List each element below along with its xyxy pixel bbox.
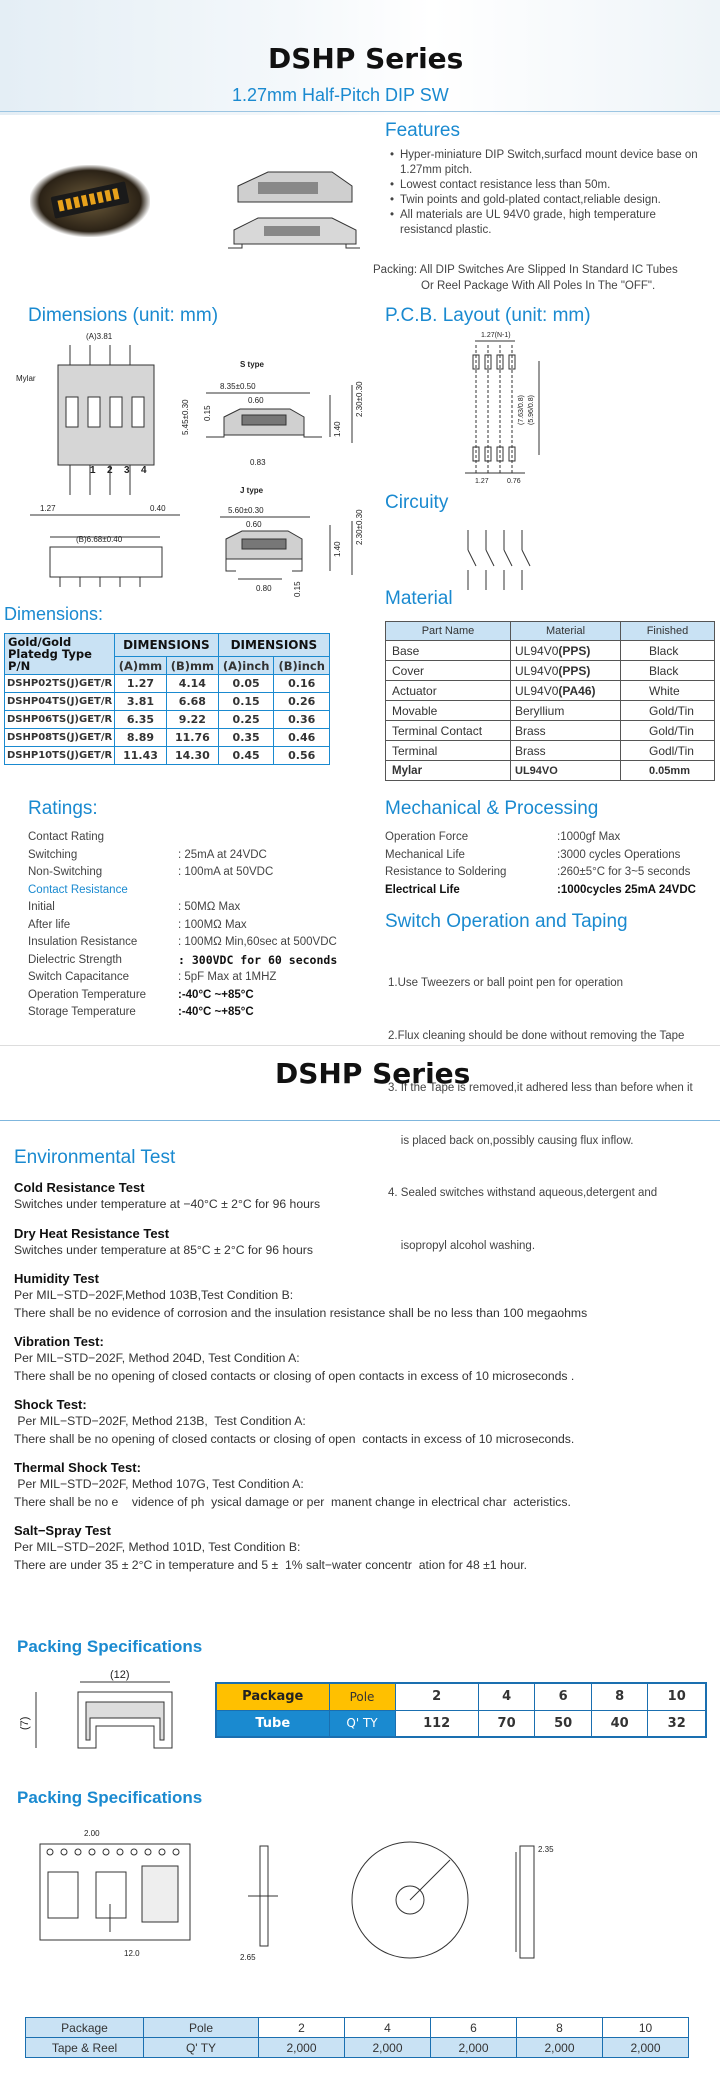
test-line: Switches under temperature at 85°C ± 2°C for 96 hours (14, 1242, 313, 1257)
pin-4: 4 (141, 465, 147, 476)
dim-s835: 8.35±0.50 (220, 382, 256, 391)
switch-op-item: isopropyl alcohol washing. (388, 1239, 536, 1252)
dim-s140: 1.40 (333, 421, 342, 437)
feature-item: • All materials are UL 94V0 grade, high temperature resistancd plastic. (390, 208, 708, 238)
test-line: There are under 35 ± 2°C in temperature and 5 ± 1% salt−water concentr ation for 48 ±1 hour. (14, 1557, 528, 1572)
test-line: There shall be no evidence of corrosion and the insulation resistance shall be no less than 100 megaohms (14, 1305, 588, 1320)
test-name: Thermal Shock Test: (14, 1460, 141, 1475)
table-row: DSHP04TS(J)GET/R 3.81 6.68 0.15 0.26 (5, 693, 330, 711)
mech-row: Electrical Life :1000cycles 25mA 24VDC (385, 883, 696, 896)
test-line: Per MIL−STD−202F, Method 213B, Test Condition A: (14, 1414, 306, 1428)
mech-row: Operation Force :1000gf Max (385, 831, 621, 843)
mech-row: Mechanical Life :3000 cycles Operations (385, 848, 681, 861)
rating-row: Non-Switching : 100mA at 50VDC (28, 866, 274, 878)
dimensions-heading: Dimensions (unit: mm) (28, 305, 219, 326)
switch-op-item: is placed back on,possibly causing flux inflow. (388, 1134, 634, 1147)
col-b-inch: (B)inch (274, 657, 330, 675)
material-table (385, 621, 715, 781)
switch-op-item: 2.Flux cleaning should be done without removing the Tape (388, 1029, 685, 1042)
test-line: There shall be no opening of closed contacts or closing of open contacts in excess of 10 microseconds . (14, 1368, 575, 1383)
switch-op-item: 1.Use Tweezers or ball point pen for operation (388, 977, 624, 989)
mechanical-list (385, 829, 715, 899)
dim-h545: 5.45±0.30 (181, 399, 190, 435)
tape-width-dim: 12.0 (124, 1949, 140, 1958)
rating-row: Insulation Resistance : 100MΩ Min,60sec at 500VDC (28, 936, 337, 948)
packing-note-2: Or Reel Package With All Poles In The "OFF". (421, 280, 656, 292)
table-row: DSHP06TS(J)GET/R 6.35 9.22 0.25 0.36 (5, 711, 330, 729)
test-line: Per MIL−STD−202F,Method 103B,Test Condition B: (14, 1288, 294, 1302)
mechanical-heading: Mechanical & Processing (385, 798, 599, 819)
dimensions-table-label: Dimensions: (4, 604, 104, 624)
test-line: There shall be no opening of closed contacts or closing of open contacts in excess of 10 microseconds. (14, 1431, 575, 1446)
header-rule (0, 111, 720, 112)
dim-h015: 0.15 (203, 405, 212, 421)
pn-header-2: Platedg Type (8, 647, 92, 661)
rating-row: Switch Capacitance : 5pF Max at 1MHZ (28, 971, 277, 983)
pcb-top-dim: 1.27(N-1) (481, 332, 511, 339)
tube-table: Package Pole 2 4 6 8 10 Tube Q' TY 112 70 50 40 32 (215, 1682, 707, 1738)
dim-a127: 1.27 (40, 504, 56, 513)
rating-row: Initial : 50MΩ Max (28, 901, 241, 913)
cross-section-drawing (228, 168, 360, 258)
reel-width-dim: 2.35 (538, 1845, 554, 1854)
environmental-tests (14, 1168, 714, 1574)
table-row: DSHP02TS(J)GET/R 1.27 4.14 0.05 0.16 (5, 675, 330, 693)
dim-s230: 2.30±0.30 (355, 381, 364, 417)
table-row: Tube Q' TY 112 70 50 40 32 (216, 1710, 706, 1737)
dim-j015: 0.15 (293, 581, 302, 597)
mylar-label: Mylar (16, 374, 36, 383)
material-col-material: Material (511, 622, 621, 641)
pin-2: 2 (107, 465, 113, 476)
mech-row: Resistance to Soldering :260±5°C for 3~5 seconds (385, 866, 691, 878)
table-row: DSHP08TS(J)GET/R 8.89 11.76 0.35 0.46 (5, 729, 330, 747)
pcb-v2: (5.96/0.8) (528, 395, 535, 425)
pn-header-1: Gold/Gold (8, 635, 72, 649)
tube-drawing (10, 1664, 190, 1759)
packing-spec-heading-2: Packing Specifications (17, 1788, 203, 1807)
packing-header-pole: Pole (329, 1683, 395, 1710)
feature-item: • Twin points and gold-plated contact,reliable design. (390, 193, 708, 208)
dim-j560: 5.60±0.30 (228, 506, 264, 515)
test-line: There shall be no e vidence of ph ysical damage or per manent change in electrical char acteristics. (14, 1494, 571, 1509)
dim-a040: 0.40 (150, 504, 166, 513)
material-col-finished: Finished (621, 622, 715, 641)
rating-row: Contact Rating (28, 831, 105, 843)
s-type-label: S type (240, 360, 265, 369)
rating-row: Switching : 25mA at 24VDC (28, 848, 267, 861)
circuity-heading: Circuity (385, 492, 449, 513)
col-b-mm: (B)mm (166, 657, 218, 675)
packing-spec-heading-1: Packing Specifications (17, 1637, 203, 1656)
table-row: Terminal Contact Brass Gold/Tin (386, 721, 715, 741)
ratings-heading: Ratings: (28, 798, 98, 819)
environmental-heading: Environmental Test (14, 1147, 176, 1168)
features-heading: Features (385, 120, 460, 141)
packing-note: Packing: All DIP Switches Are Slipped In Standard IC Tubes (373, 264, 678, 276)
tube-width-dim: (12) (110, 1669, 130, 1681)
pin-3: 3 (124, 465, 130, 476)
reel-header-package: Package (26, 2018, 144, 2038)
product-photo (30, 165, 150, 237)
pn-header-3: P/N (8, 659, 31, 673)
feature-item: • Lowest contact resistance less than 50m. (390, 178, 708, 193)
dim-j230: 2.30±0.30 (355, 509, 364, 545)
page-subtitle: 1.27mm Half-Pitch DIP SW (232, 85, 449, 105)
material-heading: Material (385, 588, 453, 609)
tape-reel-drawing (30, 1828, 570, 1968)
table-row: Movable Beryllium Gold/Tin (386, 701, 715, 721)
pcb-layout-drawing (455, 325, 565, 485)
test-name: Cold Resistance Test (14, 1180, 145, 1195)
circuity-diagram (458, 520, 548, 600)
col-a-inch: (A)inch (218, 657, 274, 675)
dimension-drawing (10, 325, 370, 600)
switch-op-item: 3. If the Tape is removed,it adhered less than before when it (388, 1082, 693, 1094)
pin-1: 1 (90, 465, 96, 476)
table-row: Terminal Brass Godl/Tin (386, 741, 715, 761)
switch-op-item: 4. Sealed switches withstand aqueous,detergent and (388, 1187, 658, 1199)
j-type-label: J type (240, 486, 264, 495)
rating-row: After life : 100MΩ Max (28, 918, 247, 931)
test-name: Dry Heat Resistance Test (14, 1225, 170, 1241)
dim-mm-header: DIMENSIONS (115, 634, 219, 657)
page2-title: DSHP Series (275, 1057, 471, 1090)
pcb-b2: 0.76 (507, 478, 521, 485)
test-name: Vibration Test: (14, 1334, 104, 1349)
dim-j140: 1.40 (333, 541, 342, 557)
rating-row: Operation Temperature :-40°C ~+85°C (28, 988, 254, 1001)
dimensions-table (4, 633, 330, 765)
ratings-list (28, 829, 368, 1022)
rating-row: Storage Temperature :-40°C ~+85°C (28, 1006, 254, 1018)
pcb-b1: 1.27 (475, 478, 489, 485)
page-divider (0, 1045, 720, 1046)
table-row: Cover UL94V0(PPS) Black (386, 661, 715, 681)
col-a-mm: (A)mm (115, 657, 167, 675)
features-list (390, 148, 708, 238)
dim-inch-header: DIMENSIONS (218, 634, 329, 657)
tape-reel-table: Package Pole 2 4 6 8 10 Tape & Reel Q' TY 2,000 2,000 2,000 2,000 2,000 (25, 2017, 689, 2058)
page2-rule (0, 1120, 720, 1121)
feature-item: • Hyper-miniature DIP Switch,surfacd mount device base on 1.27mm pitch. (390, 148, 708, 178)
tape-pitch-dim: 2.00 (84, 1829, 100, 1838)
contact-resistance-label: Contact Resistance (28, 883, 128, 896)
page-title: DSHP Series (268, 42, 464, 75)
packing-header-package: Package (216, 1683, 329, 1710)
pcb-v1: (7.63/0.8) (518, 395, 525, 425)
test-name: Shock Test: (14, 1397, 87, 1412)
table-row: Mylar UL94VO 0.05mm (386, 761, 715, 781)
test-line: Per MIL−STD−202F, Method 101D, Test Condition B: (14, 1540, 301, 1554)
dim-a381: (A)3.81 (86, 332, 113, 341)
dim-s060: 0.60 (248, 396, 264, 405)
dim-b668: (B)6.68±0.40 (76, 535, 123, 544)
test-name: Humidity Test (14, 1271, 99, 1286)
test-line: Switches under temperature at −40°C ± 2°C for 96 hours (14, 1197, 321, 1211)
table-row: Tape & Reel Q' TY 2,000 2,000 2,000 2,000 2,000 (26, 2038, 689, 2058)
test-line: Per MIL−STD−202F, Method 107G, Test Condition A: (14, 1477, 304, 1491)
dim-j080: 0.80 (256, 584, 272, 593)
table-row: Base UL94V0(PPS) Black (386, 641, 715, 661)
reel-header-pole: Pole (144, 2018, 259, 2038)
tube-height-dim: (7) (19, 1716, 31, 1730)
dim-s083: 0.83 (250, 458, 266, 467)
pcb-layout-heading: P.C.B. Layout (unit: mm) (385, 305, 591, 326)
test-line: Per MIL−STD−202F, Method 204D, Test Condition A: (14, 1351, 300, 1365)
test-name: Salt−Spray Test (14, 1523, 111, 1538)
switch-operation-heading: Switch Operation and Taping (385, 911, 628, 932)
table-row: Actuator UL94V0(PA46) White (386, 681, 715, 701)
table-row: DSHP10TS(J)GET/R 11.43 14.30 0.45 0.56 (5, 747, 330, 765)
material-col-part: Part Name (386, 622, 511, 641)
rating-row: Dielectric Strength : 300VDC for 60 seconds (28, 952, 338, 967)
dim-j060: 0.60 (246, 520, 262, 529)
tape-thickness-dim: 2.65 (240, 1953, 256, 1962)
